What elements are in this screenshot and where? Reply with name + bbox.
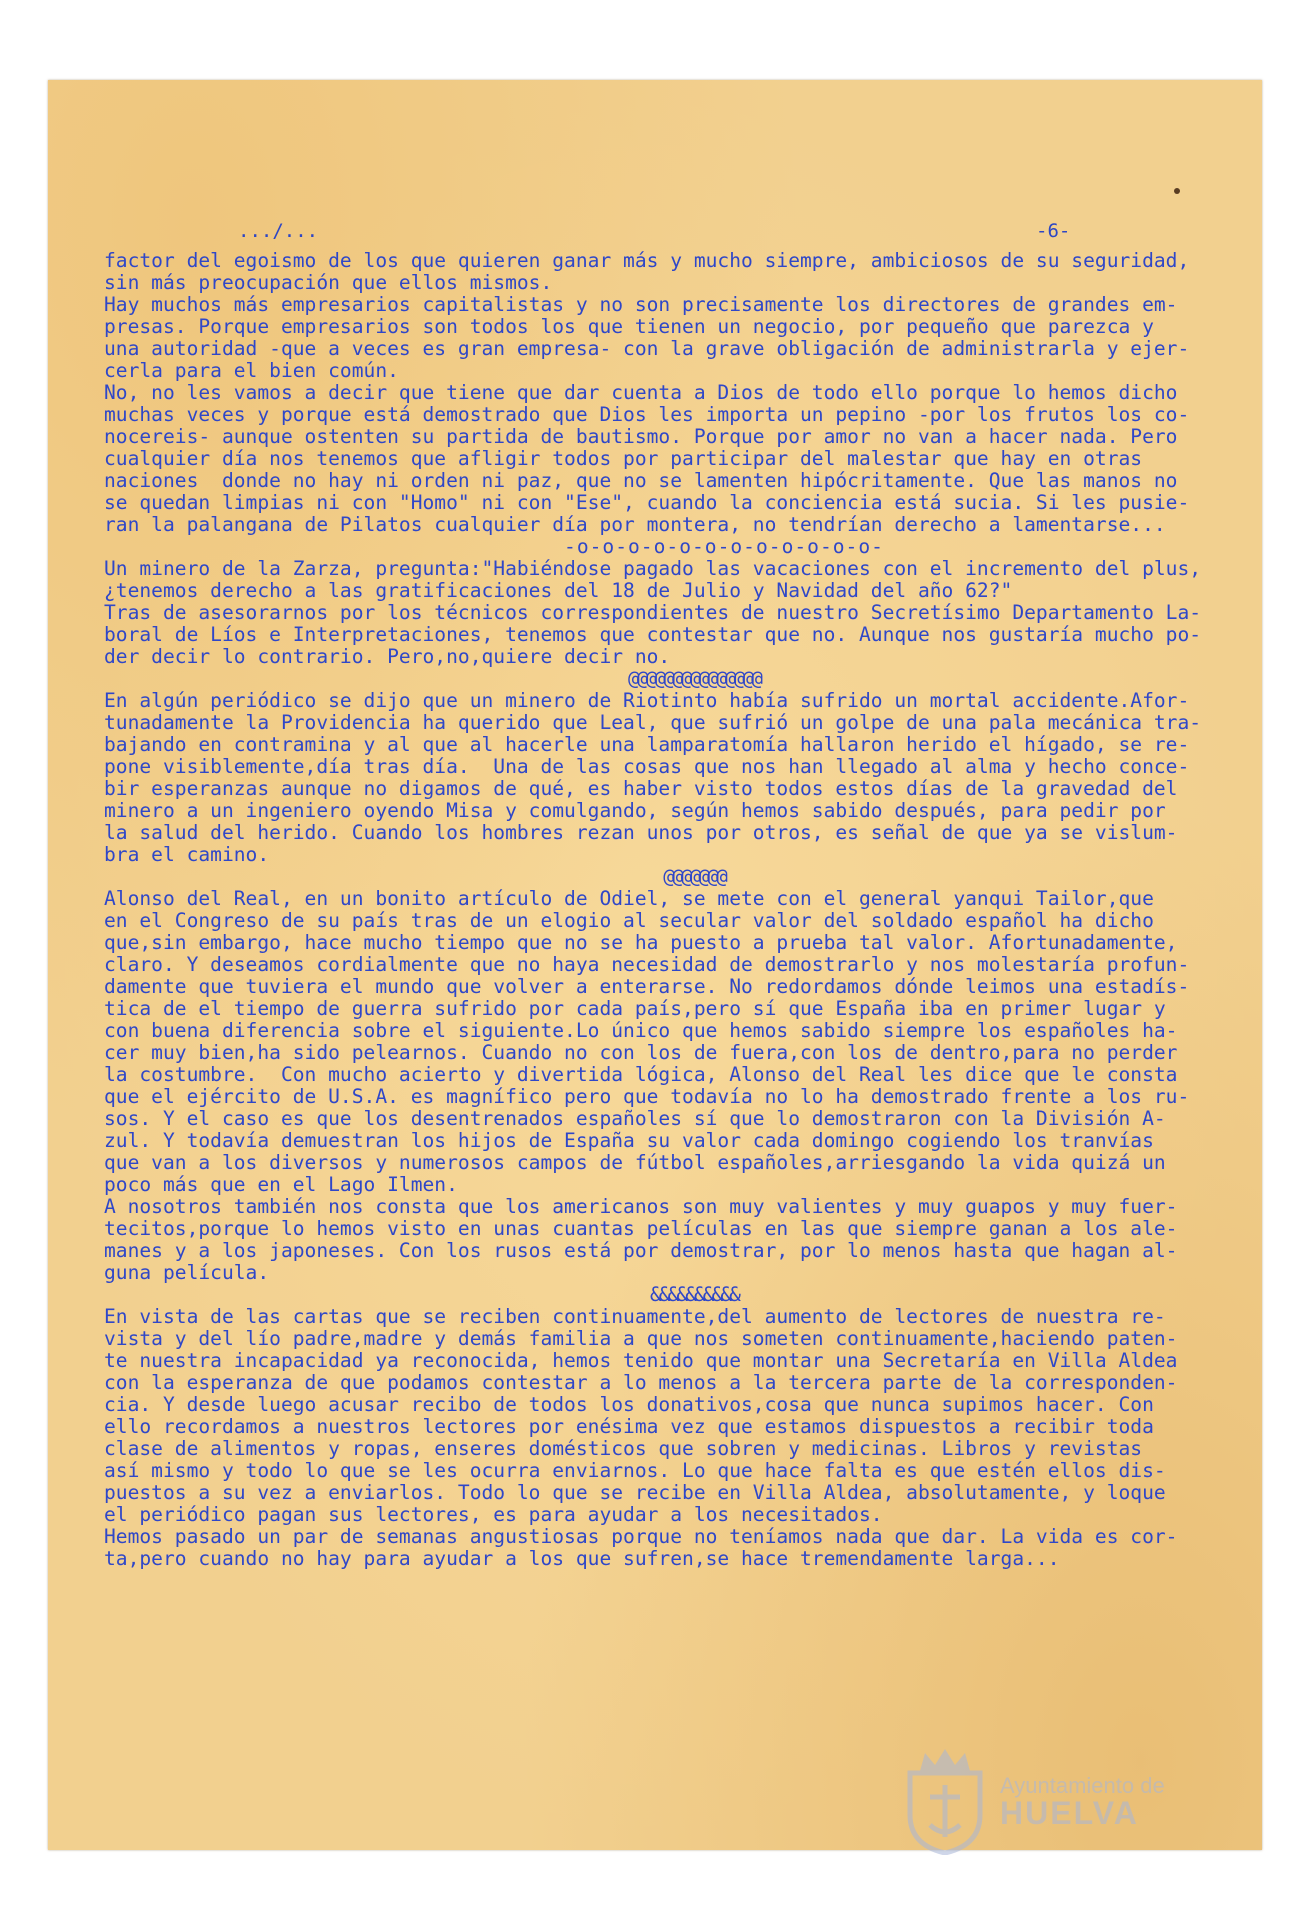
text-line: cia. Y desde luego acusar recibo de todos los donativos,cosa que nunca supimos hacer. Con (104, 1393, 1154, 1416)
text-line: el periódico pagan sus lectores, es para ayudar a los necesitados. (104, 1503, 883, 1526)
text-line: En vista de las cartas que se reciben continuamente,del aumento de lectores de nuestra re- (104, 1305, 1166, 1328)
text-line: tica de el tiempo de guerra sufrido por cada país,pero sí que España iba en primer lugar y (104, 997, 1166, 1020)
text-line: se quedan limpias ni con "Homo" ni con "Ese", cuando la conciencia está sucia. Si les pusie- (104, 491, 1190, 514)
continuation-mark: .../... (238, 220, 319, 242)
text-line: presas. Porque empresarios son todos los que tienen un negocio, por pequeño que parezca y (104, 315, 1154, 338)
text-line: la costumbre. Con mucho acierto y divertida lógica, Alonso del Real les dice que le consta (104, 1063, 1178, 1086)
text-line: sin más preocupación que ellos mismos. (104, 271, 553, 294)
text-line: tunadamente la Providencia ha querido que Leal, que sufrió un golpe de una pala mecánica tra- (104, 711, 1202, 734)
text-line: que van a los diversos y numerosos campos de fútbol españoles,arriesgando la vida quizá un (104, 1151, 1166, 1174)
text-line: damente que tuviera el mundo que volver a enterarse. No redordamos dónde leimos una estadís- (104, 975, 1190, 998)
text-line: poco más que en el Lago Ilmen. (104, 1173, 458, 1196)
text-line: factor del egoismo de los que quieren ganar más y mucho siempre, ambiciosos de su seguridad, (104, 249, 1190, 272)
text-line: muchas veces y porque está demostrado que Dios les importa un pepino -por los frutos los co- (104, 403, 1190, 426)
text-line: boral de Líos e Interpretaciones, tenemos que contestar que no. Aunque nos gustaría mucho po- (104, 623, 1202, 646)
text-line: claro. Y deseamos cordialmente que no haya necesidad de demostrarlo y nos molestaría profun- (104, 953, 1190, 976)
text-line: clase de alimentos y ropas, enseres domésticos que sobren y medicinas. Libros y revistas (104, 1437, 1143, 1460)
text-line: con la esperanza de que podamos contestar a lo menos a la tercera parte de la corresponden- (104, 1371, 1178, 1394)
text-line: guna película. (104, 1261, 270, 1284)
text-line: con buena diferencia sobre el siguiente.Lo único que hemos sabido siempre los españoles ha- (104, 1019, 1178, 1042)
text-line: ran la palangana de Pilatos cualquier día por montera, no tendrían derecho a lamentarse... (104, 513, 1166, 536)
typed-text (104, 250, 1224, 1570)
text-line: manes y a los japoneses. Con los rusos está por demostrar, por lo menos hasta que hagan al- (104, 1239, 1178, 1262)
text-line: cer muy bien,ha sido pelearnos. Cuando no con los de fuera,con los de dentro,para no perder (104, 1041, 1178, 1064)
text-line: tecitos,porque lo hemos visto en unas cuantas películas en las que siempre ganan a los ale- (104, 1217, 1178, 1240)
text-line: una autoridad -que a veces es gran empresa- con la grave obligación de administrarla y ejer- (104, 337, 1190, 360)
text-line: minero a un ingeniero oyendo Misa y comulgando, según hemos sabido después, para pedir por (104, 799, 1166, 822)
text-line: Hay muchos más empresarios capitalistas y no son precisamente los directores de grandes em- (104, 293, 1178, 316)
ink-stain (1174, 188, 1180, 194)
text-line: ¿tenemos derecho a las gratificaciones del 18 de Julio y Navidad del año 62?" (104, 579, 1013, 602)
text-line: la salud del herido. Cuando los hombres rezan unos por otros, es señal de que ya se vislum- (104, 821, 1178, 844)
text-line: que el ejército de U.S.A. es magnífico pero que todavía no lo ha demostrado frente a los ru- (104, 1085, 1190, 1108)
section-separator: -o-o-o-o-o-o-o-o-o-o-o-o- (564, 535, 884, 558)
text-line: puestos a su vez a enviarlos. Todo lo que se recibe en Villa Aldea, absolutamente, y loque (104, 1481, 1166, 1504)
text-line: vista y del lío padre,madre y demás familia a que nos someten continuamente,haciendo paten- (104, 1327, 1178, 1350)
text-line: Hemos pasado un par de semanas angustiosas porque no teníamos nada que dar. La vida es cor- (104, 1525, 1178, 1548)
section-separator: @@@@@@@@@@@@@@@ (628, 667, 760, 690)
page-number: -6- (1036, 220, 1071, 242)
watermark-city: HUELVA (1000, 1794, 1139, 1831)
text-line: ta,pero cuando no hay para ayudar a los que sufren,se hace tremendamente larga... (104, 1547, 1060, 1570)
text-line: A nosotros también nos consta que los americanos son muy valientes y muy guapos y muy fuer- (104, 1195, 1178, 1218)
text-line: bir esperanzas aunque no digamos de qué, es haber visto todos estos días de la gravedad del (104, 777, 1178, 800)
text-line: No, no les vamos a decir que tiene que dar cuenta a Dios de todo ello porque lo hemos dicho (104, 381, 1178, 404)
text-line: ello recordamos a nuestros lectores por enésima vez que estamos dispuestos a recibir toda (104, 1415, 1154, 1438)
text-line: sos. Y el caso es que los desentrenados españoles sí que lo demostraron con la División A- (104, 1107, 1166, 1130)
watermark-org: Ayuntamiento de (1000, 1772, 1165, 1798)
text-line: der decir lo contrario. Pero,no,quiere decir no. (104, 645, 671, 668)
text-line: cerla para el bien común. (104, 359, 399, 382)
text-line: En algún periódico se dijo que un minero de Riotinto había sufrido un mortal accidente.Afor- (104, 689, 1190, 712)
text-line: en el Congreso de su país tras de un elogio al secular valor del soldado español ha dicho (104, 909, 1154, 932)
watermark (900, 1745, 1165, 1859)
text-line: Un minero de la Zarza, pregunta:"Habiéndose pagado las vacaciones con el incremento del plus, (104, 557, 1202, 580)
text-line: así mismo y todo lo que se les ocurra enviarnos. Lo que hace falta es que estén ellos dis- (104, 1459, 1166, 1482)
section-separator: @@@@@@@ (663, 865, 725, 888)
text-line: Alonso del Real, en un bonito artículo de Odiel, se mete con el general yanqui Tailor,que (104, 887, 1154, 910)
text-line: naciones donde no hay ni orden ni paz, que no se lamenten hipócritamente. Que las manos no (104, 469, 1178, 492)
text-line: zul. Y todavía demuestran los hijos de España su valor cada domingo cogiendo los tranvías (104, 1129, 1154, 1152)
text-line: cualquier día nos tenemos que afligir todos por participar del malestar que hay en otras (104, 447, 1143, 470)
watermark-text (1000, 1773, 1165, 1832)
text-line: bajando en contramina y al que al hacerle una lamparatomía hallaron herido el hígado, se re- (104, 733, 1190, 756)
text-line: Tras de asesorarnos por los técnicos correspondientes de nuestro Secretísimo Departamento La- (104, 601, 1202, 624)
text-line: bra el camino. (104, 843, 270, 866)
section-separator: &&&&&&&&&& (650, 1283, 738, 1306)
coat-of-arms-icon (900, 1745, 990, 1859)
text-line: que,sin embargo, hace mucho tiempo que no se ha puesto a prueba tal valor. Afortunadamente, (104, 931, 1178, 954)
text-line: te nuestra incapacidad ya reconocida, hemos tenido que montar una Secretaría en Villa Aldea (104, 1349, 1178, 1372)
text-line: nocereis- aunque ostenten su partida de bautismo. Porque por amor no van a hacer nada. Pero (104, 425, 1178, 448)
text-line: pone visiblemente,día tras día. Una de las cosas que nos han llegado al alma y hecho conce- (104, 755, 1190, 778)
